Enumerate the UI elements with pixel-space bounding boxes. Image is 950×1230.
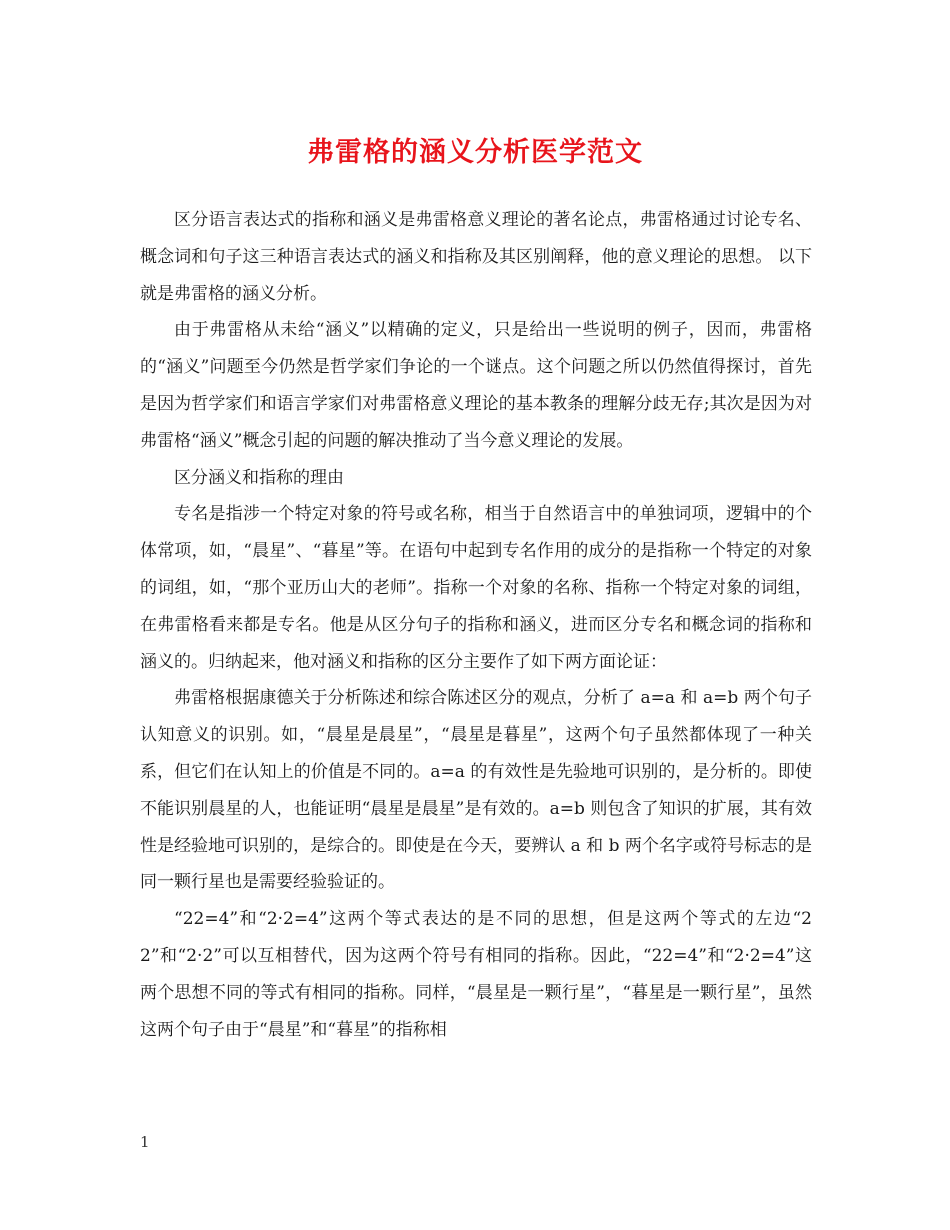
page-number: 1: [140, 1133, 150, 1151]
paragraph-proper-names: 专名是指涉一个特定对象的符号或名称，相当于自然语言中的单独词项，逻辑中的个体常项，如，“晨星”、“暮星”等。在语句中起到专名作用的成分的是指称一个特定的对象的词组，如，“那个亚历山大的老师”。指称一个对象的名称、指称一个特定对象的词组，在弗雷格看来都是专名。他是从区分句子的指称和涵义，进而区分专名和概念词的指称和涵义的。归纳起来，他对涵义和指称的区分主要作了如下两方面论证：: [140, 504, 812, 672]
paragraph-background: 由于弗雷格从未给“涵义”以精确的定义，只是给出一些说明的例子，因而，弗雷格的“涵义”问题至今仍然是哲学家们争论的一个谜点。这个问题之所以仍然值得探讨，首先是因为哲学家们和语言学家们对弗雷格意义理论的基本教条的理解分歧无存;其次是因为对弗雷格“涵义”概念引起的问题的解决推动了当今意义理论的发展。: [140, 320, 812, 451]
paragraph-intro: 区分语言表达式的指称和涵义是弗雷格意义理论的著名论点，弗雷格通过讨论专名、概念词和句子这三种语言表达式的涵义和指称及其区别阐释，他的意义理论的思想。 以下就是弗雷格的涵义分析。: [140, 210, 812, 304]
paragraph-equations: “22=4”和“2·2=4”这两个等式表达的是不同的思想，但是这两个等式的左边“22”和“2·2”可以互相替代，因为这两个符号有相同的指称。因此，“22=4”和“2·2=4”这两个思想不同的等式有相同的指称。同样，“晨星是一颗行星”，“暮星是一颗行星”，虽然这两个句子由于“晨星”和“暮星”的指称相: [140, 909, 812, 1040]
document-title: 弗雷格的涵义分析医学范文: [307, 137, 643, 168]
paragraph-kant-analysis: 弗雷格根据康德关于分析陈述和综合陈述区分的观点，分析了 a=a 和 a=b 两个句子认知意义的识别。如，“晨星是晨星”，“晨星是暮星”，这两个句子虽然都体现了一种关系，但它们在认知上的价值是不同的。a=a 的有效性是先验地可识别的，是分析的。即使不能识别晨星的人，也能证明“晨星是晨星”是有效的。a=b 则包含了知识的扩展，其有效性是经验地可识别的，是综合的。即使是在今天，要辨认 a 和 b 两个名字或符号标志的是同一颗行星也是需要经验验证的。: [140, 688, 812, 893]
document-body: [140, 202, 812, 1048]
section-heading: 区分涵义和指称的理由: [174, 467, 344, 488]
